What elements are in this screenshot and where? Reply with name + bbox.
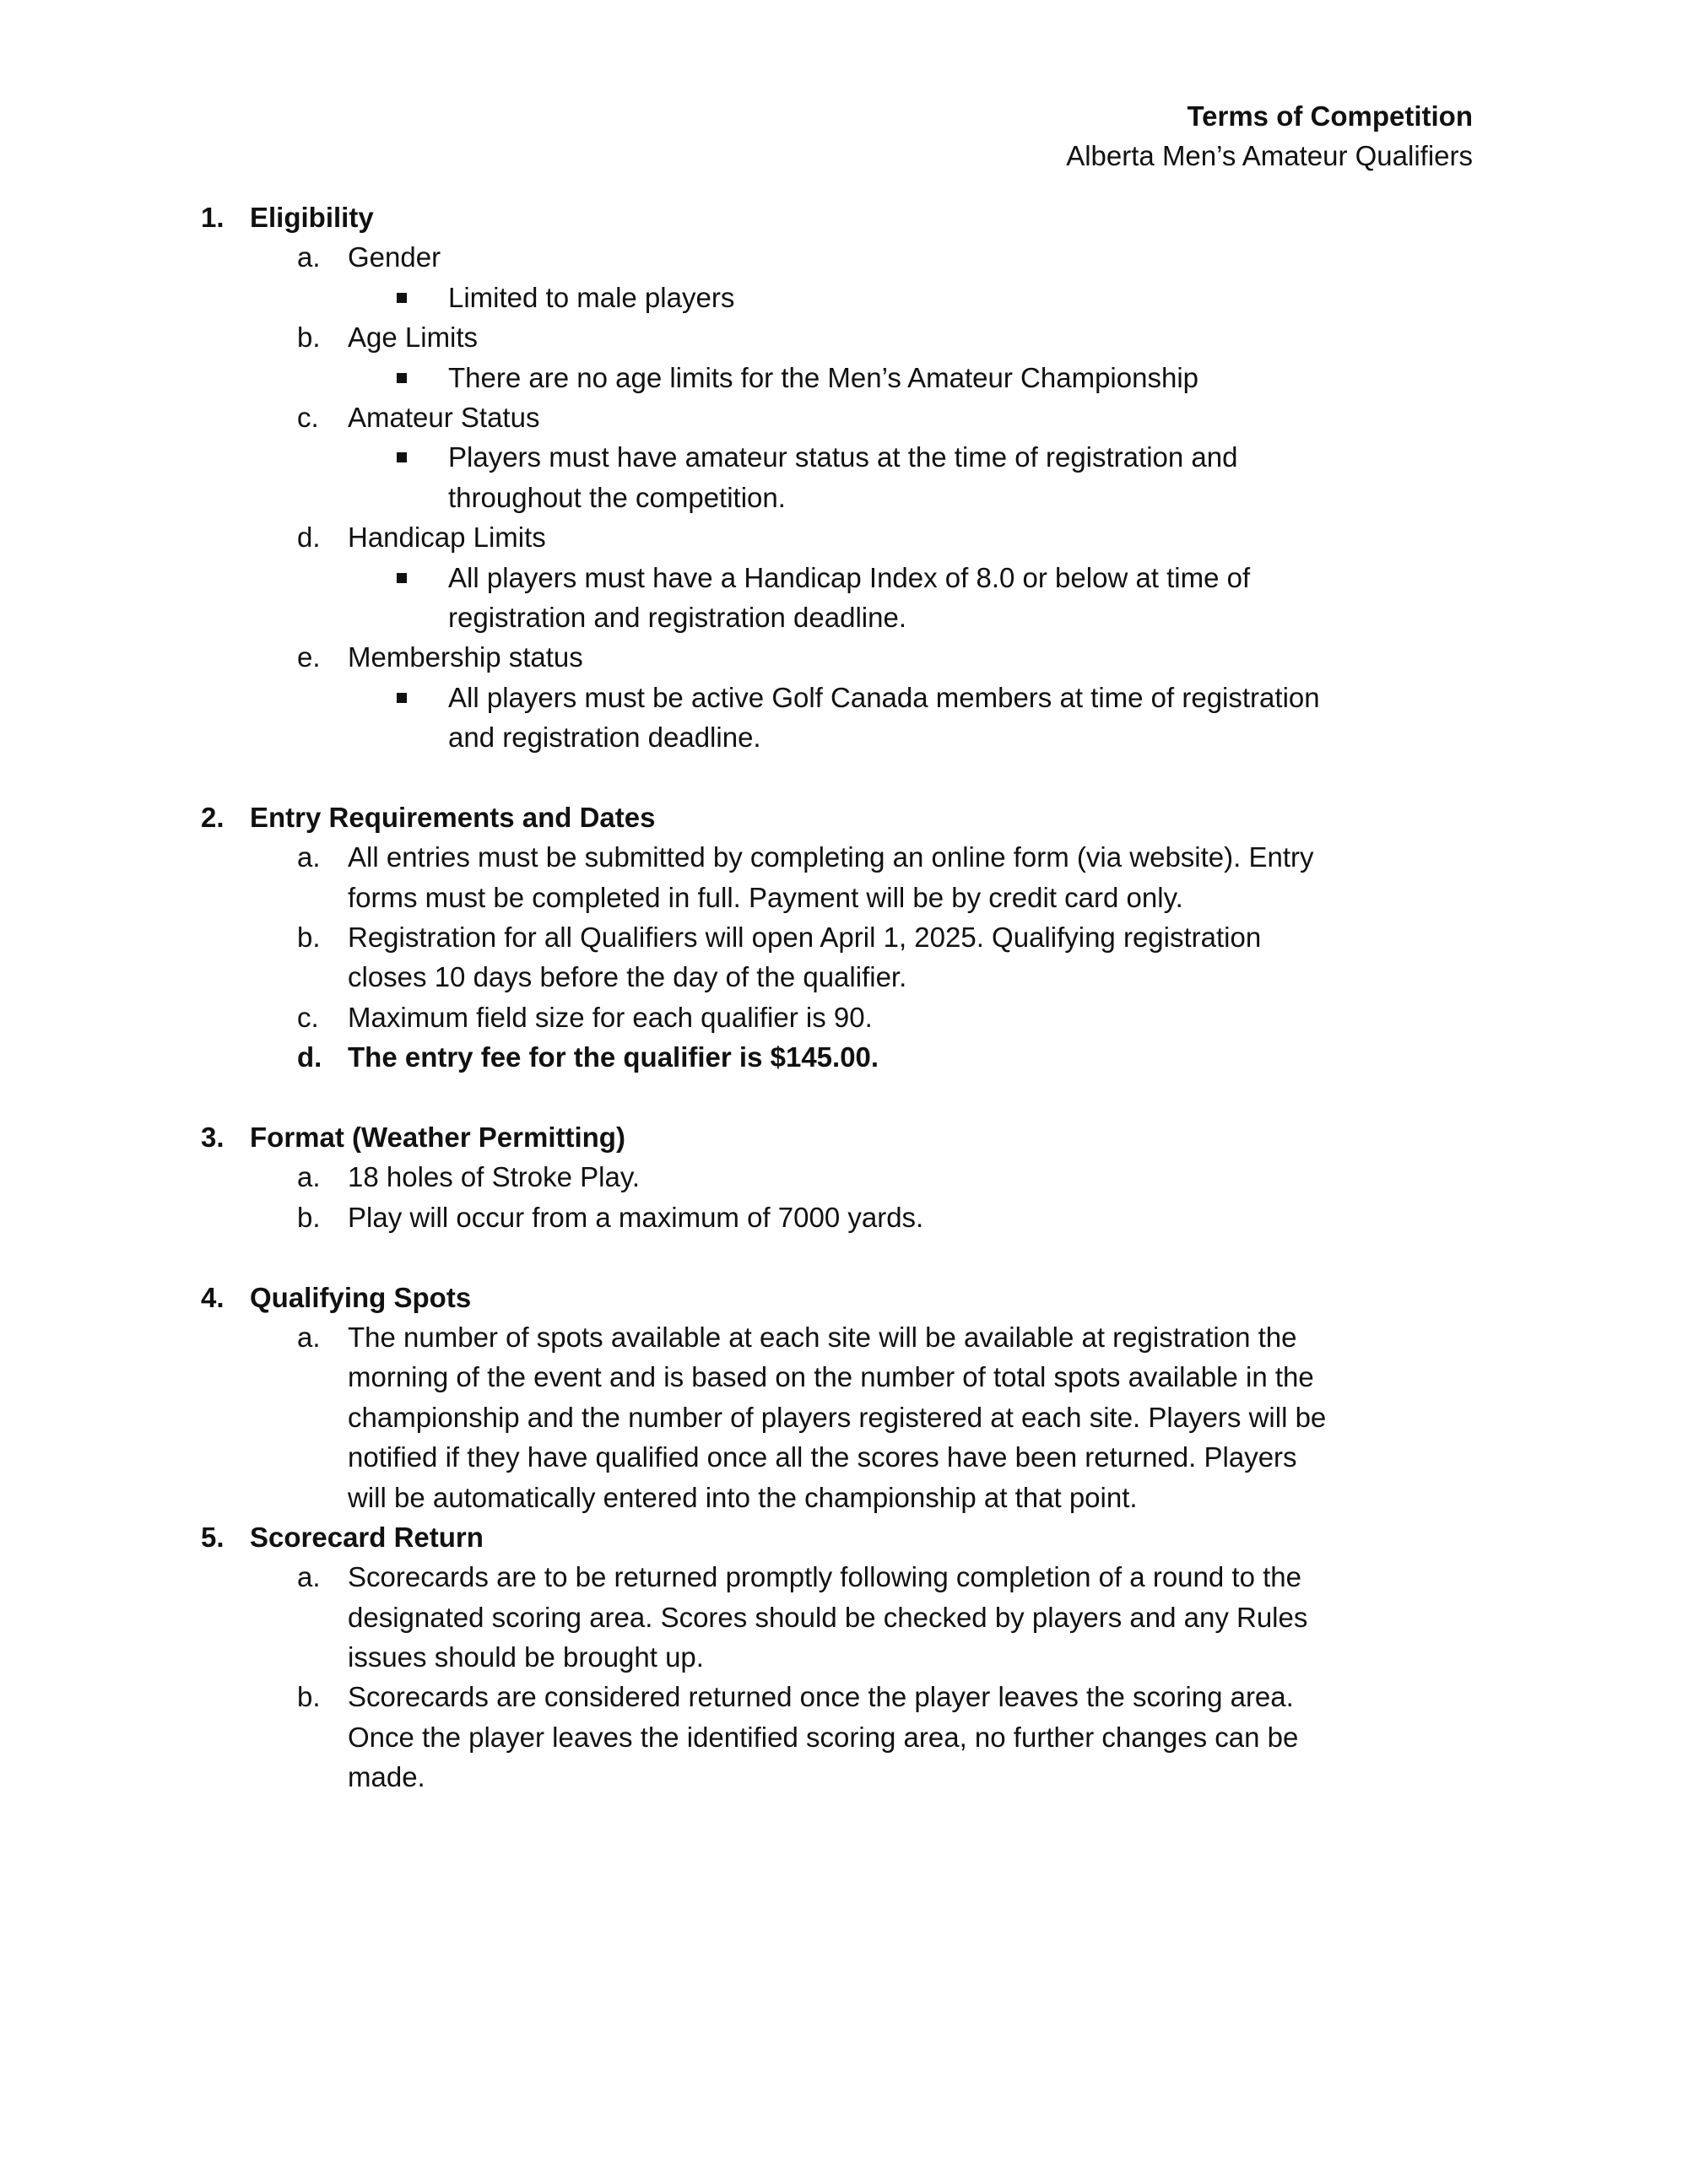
item-letter: d. — [297, 522, 321, 554]
section-title: Scorecard Return — [250, 1521, 484, 1553]
item-letter: b. — [297, 922, 321, 954]
section-number: 4. — [201, 1281, 225, 1313]
list-item-continuation — [0, 1437, 1688, 1477]
list-item — [0, 237, 1688, 277]
spacer — [0, 1078, 1688, 1117]
item-text: The number of spots available at each site will be available at registration the — [348, 1321, 1297, 1353]
section-title: Format (Weather Permitting) — [250, 1121, 625, 1153]
square-bullet-icon — [397, 573, 407, 583]
square-bullet-icon — [397, 452, 407, 462]
item-text: championship and the number of players registered at each site. Players will be — [348, 1401, 1327, 1433]
list-item — [0, 917, 1688, 957]
list-item-continuation — [0, 1357, 1688, 1397]
item-letter: d. — [297, 1041, 322, 1073]
item-text: Play will occur from a maximum of 7000 yards. — [348, 1201, 924, 1233]
section-number: 3. — [201, 1121, 225, 1153]
square-bullet-icon — [397, 373, 407, 383]
item-text: Registration for all Qualifiers will open April 1, 2025. Qualifying registration — [348, 922, 1262, 954]
list-item — [0, 1677, 1688, 1716]
list-item — [0, 317, 1688, 357]
item-text: issues should be brought up. — [348, 1641, 704, 1673]
item-text: made. — [348, 1761, 425, 1793]
list-item — [0, 397, 1688, 437]
bullet-text: Limited to male players — [448, 281, 735, 313]
list-item — [0, 1557, 1688, 1597]
list-item — [0, 637, 1688, 677]
item-text: will be automatically entered into the championship at that point. — [348, 1481, 1138, 1513]
bullet-item-continuation — [0, 717, 1688, 757]
section-heading — [0, 1517, 1688, 1557]
bullet-item-continuation — [0, 597, 1688, 637]
list-item-continuation — [0, 1757, 1688, 1797]
bullet-item — [0, 678, 1688, 717]
spacer — [0, 757, 1688, 797]
bullet-text: All players must have a Handicap Index of 8.0 or below at time of — [448, 561, 1251, 593]
square-bullet-icon — [397, 293, 407, 303]
item-text: forms must be completed in full. Payment will be by credit card only. — [348, 881, 1183, 913]
section-title: Eligibility — [250, 202, 374, 233]
item-letter: b. — [297, 322, 321, 354]
bullet-text: registration and registration deadline. — [448, 601, 907, 633]
item-text: closes 10 days before the day of the qualifier. — [348, 961, 907, 993]
item-text: Scorecards are considered returned once the player leaves the scoring area. — [348, 1681, 1294, 1713]
list-item-continuation — [0, 1717, 1688, 1757]
list-item — [0, 1157, 1688, 1197]
item-text: Amateur Status — [348, 401, 540, 433]
section-number: 1. — [201, 202, 225, 233]
list-item-continuation — [0, 1397, 1688, 1437]
item-text: All entries must be submitted by completing an online form (via website). Entry — [348, 841, 1314, 873]
item-text: Gender — [348, 241, 441, 273]
list-item — [0, 1197, 1688, 1237]
bullet-text: All players must be active Golf Canada members at time of registration — [448, 681, 1320, 713]
bullet-text: Players must have amateur status at the time of registration and — [448, 441, 1238, 473]
section-title: Qualifying Spots — [250, 1281, 472, 1313]
section-number: 2. — [201, 801, 225, 833]
list-item — [0, 837, 1688, 877]
bullet-text: and registration deadline. — [448, 722, 761, 754]
bullet-text: throughout the competition. — [448, 481, 786, 513]
list-item-entry-fee — [0, 1037, 1688, 1077]
item-letter: a. — [297, 841, 321, 873]
spacer — [0, 1237, 1688, 1277]
section-title: Entry Requirements and Dates — [250, 801, 656, 833]
item-text: The entry fee for the qualifier is $145.00. — [348, 1041, 879, 1073]
item-text: notified if they have qualified once all the scores have been returned. Players — [348, 1441, 1297, 1473]
bullet-item — [0, 278, 1688, 317]
item-letter: a. — [297, 1321, 321, 1353]
item-letter: b. — [297, 1681, 321, 1713]
list-item — [0, 517, 1688, 557]
item-text: Once the player leaves the identified scoring area, no further changes can be — [348, 1721, 1299, 1753]
item-text: Membership status — [348, 641, 583, 673]
list-item-continuation — [0, 1597, 1688, 1637]
item-text: Maximum field size for each qualifier is 90. — [348, 1001, 873, 1033]
list-item — [0, 1317, 1688, 1357]
document-title: Terms of Competition — [1187, 100, 1473, 132]
square-bullet-icon — [397, 693, 407, 703]
document-subtitle: Alberta Men’s Amateur Qualifiers — [1066, 140, 1473, 172]
item-letter: a. — [297, 241, 321, 273]
item-text: 18 holes of Stroke Play. — [348, 1161, 641, 1193]
item-letter: c. — [297, 401, 319, 433]
section-heading — [0, 1278, 1688, 1317]
item-text: Handicap Limits — [348, 522, 546, 554]
item-text: Age Limits — [348, 322, 479, 354]
bullet-item — [0, 558, 1688, 597]
section-number: 5. — [201, 1521, 225, 1553]
item-text: Scorecards are to be returned promptly following completion of a round to the — [348, 1561, 1301, 1593]
item-letter: b. — [297, 1201, 321, 1233]
item-letter: a. — [297, 1561, 321, 1593]
bullet-text: There are no age limits for the Men’s Amateur Championship — [448, 361, 1199, 393]
bullet-item — [0, 358, 1688, 397]
document-header — [1066, 96, 1473, 176]
item-text: designated scoring area. Scores should be checked by players and any Rules — [348, 1601, 1308, 1633]
section-heading — [0, 197, 1688, 237]
section-heading — [0, 797, 1688, 837]
list-item-continuation — [0, 878, 1688, 917]
list-item-continuation — [0, 957, 1688, 997]
item-letter: a. — [297, 1161, 321, 1193]
list-item-continuation — [0, 1478, 1688, 1517]
item-text: morning of the event and is based on the number of total spots available in the — [348, 1361, 1314, 1393]
bullet-item — [0, 437, 1688, 477]
list-item-continuation — [0, 1637, 1688, 1677]
bullet-item-continuation — [0, 478, 1688, 517]
list-item — [0, 997, 1688, 1037]
item-letter: c. — [297, 1001, 319, 1033]
section-heading — [0, 1117, 1688, 1157]
item-letter: e. — [297, 641, 321, 673]
document-body — [0, 197, 1688, 1797]
